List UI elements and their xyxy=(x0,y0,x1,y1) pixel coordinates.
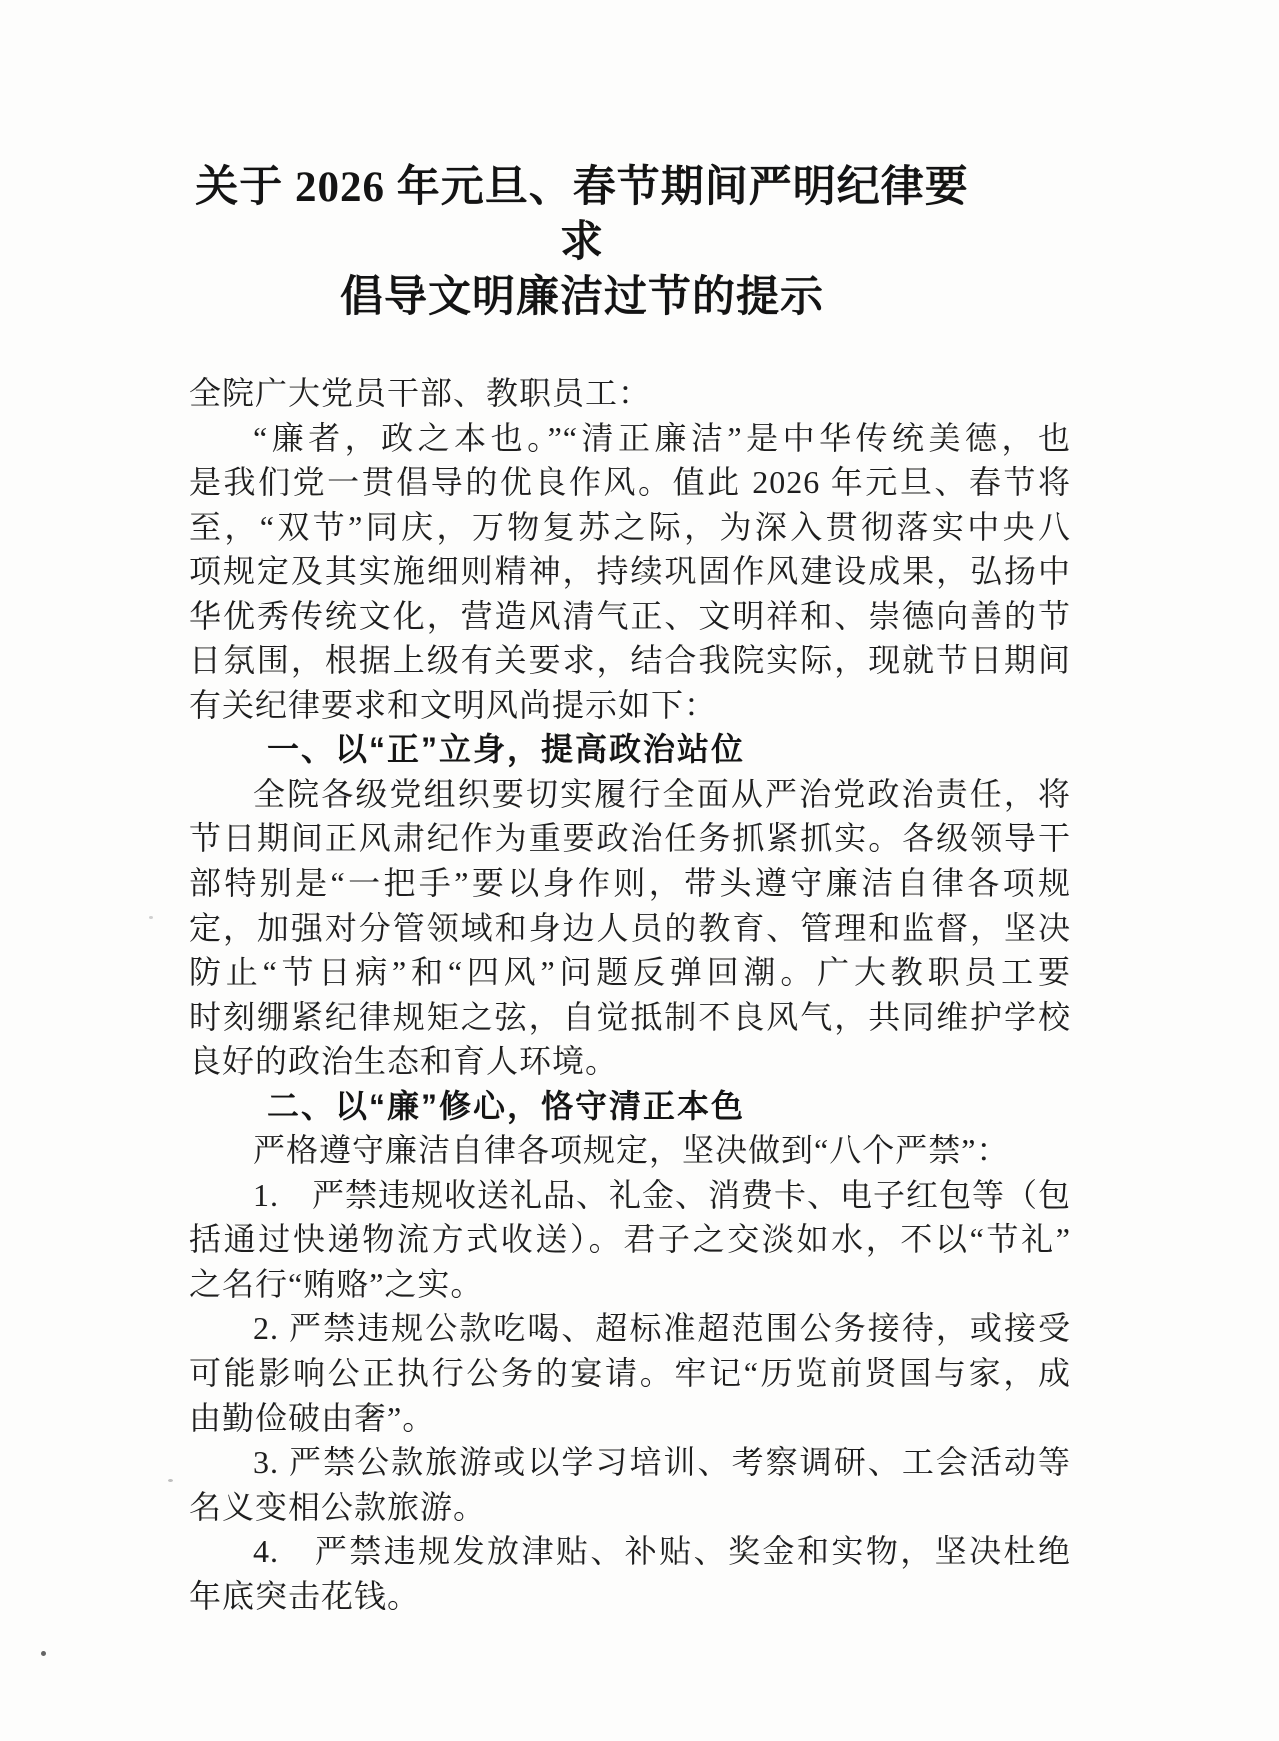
text-line: 有关纪律要求和文明风尚提示如下： xyxy=(189,686,718,723)
scan-speck xyxy=(168,1479,173,1482)
document-title-line-2: 倡导文明廉洁过节的提示 xyxy=(340,274,824,321)
text-line: 定，加强对分管领域和身边人员的教育、管理和监督，坚决 xyxy=(189,909,1071,946)
text-line: 是我们党一贯倡导的优良作风。值此 2026 年元旦、春节将 xyxy=(189,464,1071,501)
text-line: 防止“节日病”和“四风”问题反弹回潮。广大教职员工要 xyxy=(189,954,1071,991)
text-line: 由勤俭破由奢”。 xyxy=(189,1399,436,1436)
document-title-line-1: 关于 2026 年元旦、春节期间严明纪律要求 xyxy=(195,164,969,266)
text-line: 至，“双节”同庆，万物复苏之际，为深入贯彻落实中央八 xyxy=(189,508,1071,545)
salutation-line: 全院广大党员干部、教职员工： xyxy=(189,375,652,411)
text-line: 华优秀传统文化，营造风清气正、文明祥和、崇德向善的节 xyxy=(189,597,1071,634)
text-line: 部特别是“一把手”要以身作则，带头遵守廉洁自律各项规 xyxy=(189,865,1071,902)
text-line: 良好的政治生态和育人环境。 xyxy=(189,1043,619,1080)
text-line: 严格遵守廉洁自律各项规定，坚决做到“八个严禁”： xyxy=(253,1132,1010,1169)
scan-speck xyxy=(149,916,153,919)
text-line: 括通过快递物流方式收送）。君子之交淡如水，不以“节礼” xyxy=(189,1221,1071,1258)
document-content xyxy=(189,160,1071,1618)
document-title xyxy=(189,160,1071,325)
section-heading: 二、以“廉”修心，恪守清正本色 xyxy=(267,1087,746,1124)
text-line: 日氛围，根据上级有关要求，结合我院实际，现就节日期间 xyxy=(189,642,1071,679)
text-line: 节日期间正风肃纪作为重要政治任务抓紧抓实。各级领导干 xyxy=(189,820,1071,857)
text-line: 1. 严禁违规收送礼品、礼金、消费卡、电子红包等（包 xyxy=(253,1176,1072,1213)
document-body xyxy=(189,371,1071,1618)
text-line: 年底突击花钱。 xyxy=(189,1577,421,1614)
scan-speck xyxy=(41,1651,46,1656)
text-line: 之名行“贿赂”之实。 xyxy=(189,1265,484,1302)
text-line: 2. 严禁违规公款吃喝、超标准超范围公务接待，或接受 xyxy=(253,1310,1071,1347)
text-line: 可能影响公正执行公务的宴请。牢记“历览前贤国与家，成 xyxy=(189,1355,1071,1392)
text-line: 名义变相公款旅游。 xyxy=(189,1488,487,1525)
text-line: 4. 严禁违规发放津贴、补贴、奖金和实物，坚决杜绝 xyxy=(253,1533,1071,1570)
text-line: 3. 严禁公款旅游或以学习培训、考察调研、工会活动等 xyxy=(253,1444,1071,1481)
text-line: 全院各级党组织要切实履行全面从严治党政治责任，将 xyxy=(253,775,1071,812)
text-line: 项规定及其实施细则精神，持续巩固作风建设成果，弘扬中 xyxy=(189,553,1071,590)
text-line: 时刻绷紧纪律规矩之弦，自觉抵制不良风气，共同维护学校 xyxy=(189,998,1071,1035)
text-line: “廉者，政之本也。”“清正廉洁”是中华传统美德，也 xyxy=(253,419,1071,456)
section-heading: 一、以“正”立身，提高政治站位 xyxy=(267,731,746,768)
